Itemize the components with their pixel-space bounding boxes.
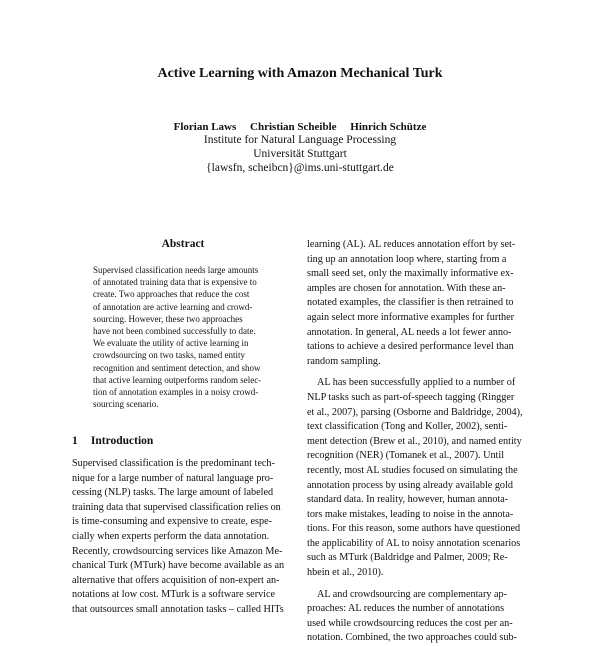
body-line: such as MTurk (Baldridge and Palmer, 2009; Re- [307,552,508,564]
body-line: notations at low cost. MTurk is a software service [72,589,276,601]
body-line: annotation process by using already available gold [307,479,513,491]
body-line: text classification (Tong and Koller, 2002), senti- [307,421,508,433]
body-line: again select more informative examples for further [307,311,515,323]
body-line: ment detection (Brew et al., 2010), and named entity [307,435,522,447]
body-line: small seed set, only the maximally informative ex- [307,268,514,280]
body-line: notation. Combined, the two approaches could sub- [307,632,517,644]
body-line: nique for a large number of natural language pro- [72,472,274,484]
abstract-heading: Abstract [161,238,205,250]
abstract-line: of annotation are active learning and crowd- [93,301,253,312]
body-line: AL has been successfully applied to a number of [317,377,516,389]
abstract-line: tion of annotation examples in a noisy crowd- [93,387,259,398]
paper-title: Active Learning with Amazon Mechanical Turk [157,66,443,81]
body-line: proaches: AL reduces the number of annotations [307,603,505,615]
body-line: annotation. In general, AL needs a lot fewer anno- [307,326,512,338]
body-line: NLP tasks such as part-of-speech tagging (Ringger [307,391,515,403]
body-line: tors make mistakes, leading to noise in the annota- [307,508,514,520]
abstract-line: that active learning outperforms random selec- [93,374,262,385]
body-line: recently, most AL studies focused on simulating the [307,464,518,476]
section-number: 1 [72,435,78,447]
body-line: tations to achieve a desired performance level than [307,341,514,353]
abstract-line: sourcing. However, these two approaches [93,313,243,324]
abstract-line: sourcing scenario. [93,399,159,410]
body-line: alternative that offers acquisition of non-expert an- [72,574,280,586]
author-email: {lawsfn, scheibcn}@ims.uni-stuttgart.de [206,162,394,174]
body-line: ting up an annotation loop where, starting from a [307,253,507,265]
abstract-line: Supervised classification needs large amounts [93,265,259,275]
abstract-line: create. Two approaches that reduce the cost [93,289,250,300]
body-line: used while crowdsourcing reduces the cost per an- [307,617,513,629]
body-line: chanical Turk (MTurk) have become available as an [72,560,285,572]
body-line: training data that supervised classification relies on [72,501,281,513]
body-line: is time-consuming and expensive to create, espe- [72,516,273,528]
body-line: recognition (NER) (Tomanek et al., 2007). Until [307,450,505,462]
abstract-line: have not been combined successfully to date. [93,326,256,337]
abstract-line: crowdsourcing on two tasks, named entity [93,350,245,361]
body-line: that outsources small annotation tasks – called HITs [72,603,284,615]
section-heading-introduction [72,435,153,447]
body-line: notated examples, the classifier is then retrained to [307,297,514,309]
body-line: et al., 2007), parsing (Osborne and Baldridge, 2004), [307,406,523,418]
author-list: Florian Laws Christian Scheible Hinrich Schütze [173,121,427,133]
affiliation-institute: Institute for Natural Language Processing [203,134,397,146]
right-column-body [307,238,531,646]
abstract-line: recognition and sentiment detection, and show [93,362,261,373]
paragraph-gap [307,581,531,588]
body-line: AL and crowdsourcing are complementary ap- [317,588,507,600]
body-line: learning (AL). AL reduces annotation effort by set- [307,239,516,250]
body-line: random sampling. [307,355,381,367]
body-line: amples are chosen for annotation. With these an- [307,282,506,294]
section-title: Introduction [90,435,154,447]
introduction-body [72,457,292,618]
body-line: hbein et al., 2010). [307,567,384,579]
abstract-line: of annotated training data that is expensive to [93,277,257,288]
body-line: cessing (NLP) tasks. The large amount of labeled [72,487,274,499]
body-line: tions. For this reason, some authors have questioned [307,523,521,535]
body-line: standard data. In reality, however, human annota- [307,494,509,506]
abstract-line: We evaluate the utility of active learning in [93,338,249,349]
affiliation-university: Universität Stuttgart [253,148,347,160]
abstract-body [93,264,278,410]
paragraph-gap [307,369,531,376]
body-line: Recently, crowdsourcing services like Amazon Me- [72,545,283,557]
body-line: the applicability of AL to noisy annotation scenarios [307,537,521,549]
body-line: cially when experts perform the data annotation. [72,530,270,542]
body-line: Supervised classification is the predominant tech- [72,458,275,469]
